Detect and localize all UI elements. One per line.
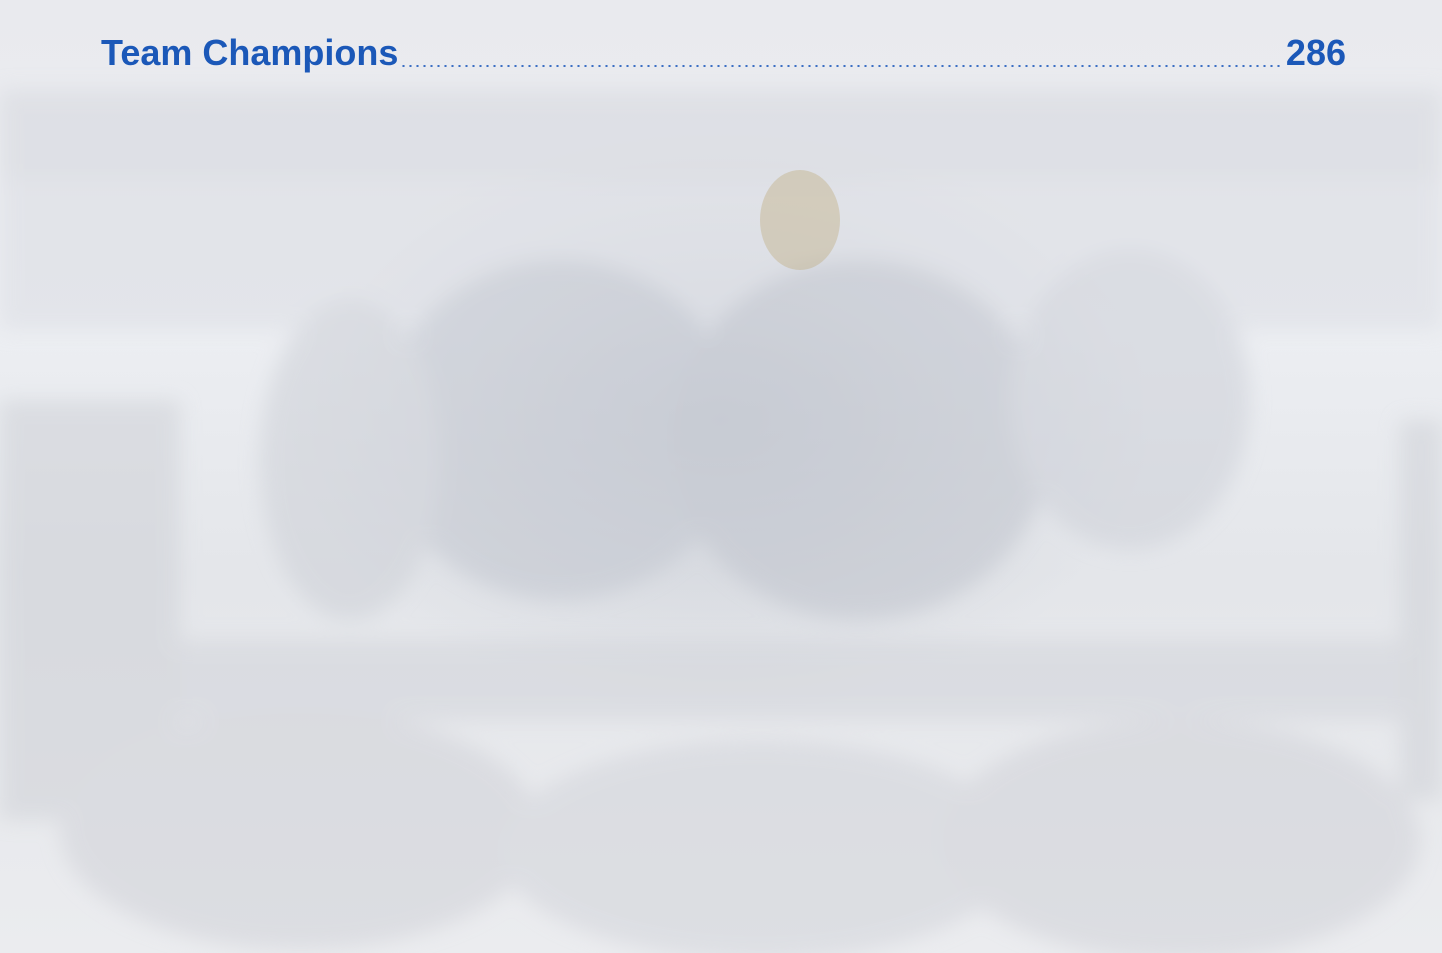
- toc-entry-page-number: 286: [1285, 32, 1346, 73]
- toc-entry-title: Team Champions: [101, 32, 399, 73]
- dot-leader: [400, 65, 1284, 67]
- toc-entry[interactable]: [101, 26, 1346, 76]
